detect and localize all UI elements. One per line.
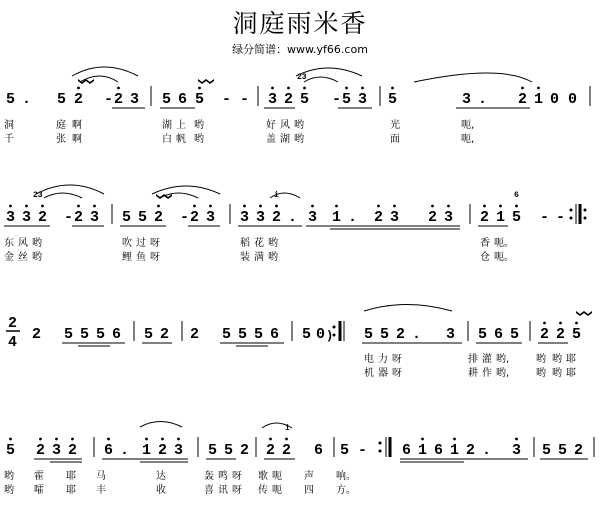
lyric-1-14: 鲤 bbox=[122, 252, 132, 263]
lyric-1-4: 过 bbox=[136, 238, 146, 249]
octave-dot bbox=[55, 438, 58, 441]
note-0-11: - bbox=[240, 91, 250, 108]
note-1-23: 2 bbox=[480, 209, 490, 226]
note-1-3: - bbox=[64, 209, 74, 226]
lyric-1-2: 哟 bbox=[32, 238, 42, 249]
lyric-3-23: 方。 bbox=[336, 485, 356, 496]
lyric-0-10: 呃, bbox=[461, 120, 475, 131]
note-3-0: 5 bbox=[6, 442, 16, 459]
note-3-13: 2 bbox=[282, 442, 292, 459]
lyric-3-0: 哟 bbox=[4, 471, 14, 482]
note-1-5: 3 bbox=[90, 209, 100, 226]
octave-dot bbox=[311, 205, 314, 208]
lyric-1-18: 满 bbox=[254, 252, 264, 263]
lyric-1-17: 装 bbox=[240, 252, 250, 263]
octave-dot bbox=[93, 205, 96, 208]
lyric-1-10: 呃。 bbox=[494, 238, 514, 249]
octave-dot bbox=[303, 87, 306, 90]
octave-dot bbox=[209, 205, 212, 208]
octave-dot bbox=[107, 438, 110, 441]
note-2-5: 5 bbox=[144, 326, 154, 343]
note-1-4: 2 bbox=[74, 209, 84, 226]
note-3-20: 1 bbox=[450, 442, 460, 459]
note-3-14: 6 bbox=[314, 442, 324, 459]
lyric-1-3: 吹 bbox=[122, 238, 132, 249]
note-1-19: 2 bbox=[374, 209, 384, 226]
lyric-1-16: 呀 bbox=[150, 252, 160, 263]
lyric-0-0: 洞 bbox=[4, 120, 14, 131]
lyric-3-15: 丰 bbox=[96, 485, 106, 496]
note-1-13: 3 bbox=[256, 209, 266, 226]
lyric-2-7: 哟 bbox=[552, 354, 562, 365]
grace-note-3: 6 bbox=[514, 191, 519, 200]
lyric-1-20: 仓 bbox=[480, 252, 490, 263]
note-1-8: 2 bbox=[154, 209, 164, 226]
lyric-0-9: 光 bbox=[390, 120, 400, 131]
lyric-2-11: 呀 bbox=[392, 368, 402, 379]
note-2-17: . bbox=[412, 326, 422, 343]
lyric-0-13: 啊 bbox=[72, 134, 82, 145]
octave-dot bbox=[483, 205, 486, 208]
note-1-18: . bbox=[348, 209, 358, 226]
lyric-0-5: 哟 bbox=[194, 120, 204, 131]
note-1-16: 3 bbox=[308, 209, 318, 226]
note-3-12: 2 bbox=[266, 442, 276, 459]
octave-dot bbox=[39, 438, 42, 441]
lyric-0-18: 湖 bbox=[280, 134, 290, 145]
octave-dot bbox=[361, 87, 364, 90]
note-3-23: 3 bbox=[512, 442, 522, 459]
note-0-4: - bbox=[104, 91, 114, 108]
lyric-0-7: 风 bbox=[280, 120, 290, 131]
lyric-3-1: 霍 bbox=[34, 471, 44, 482]
note-1-17: 1 bbox=[332, 209, 342, 226]
lyric-0-3: 湖 bbox=[162, 120, 172, 131]
lyric-1-13: 哟 bbox=[32, 252, 42, 263]
octave-dot bbox=[287, 87, 290, 90]
time-signature-bottom: 4 bbox=[8, 334, 18, 351]
lyric-2-16: 哟 bbox=[552, 368, 562, 379]
note-0-7: 5 bbox=[162, 91, 172, 108]
note-1-24: 1 bbox=[496, 209, 506, 226]
lyric-3-4: 达 bbox=[156, 471, 166, 482]
note-3-7: 2 bbox=[158, 442, 168, 459]
note-1-20: 3 bbox=[390, 209, 400, 226]
octave-dot bbox=[259, 205, 262, 208]
grace-note-2: i bbox=[274, 191, 279, 200]
lyric-1-12: 丝 bbox=[18, 252, 28, 263]
lyric-2-4: 灌 bbox=[482, 354, 492, 365]
note-2-9: 5 bbox=[238, 326, 248, 343]
note-3-22: . bbox=[482, 442, 492, 459]
lyric-1-5: 呀 bbox=[150, 238, 160, 249]
note-0-8: 6 bbox=[178, 91, 188, 108]
lyric-0-14: 白 bbox=[162, 134, 172, 145]
note-1-15: . bbox=[288, 209, 298, 226]
note-0-15: - bbox=[332, 91, 342, 108]
lyric-0-11: 千 bbox=[4, 134, 14, 145]
lyric-3-14: 耶 bbox=[66, 485, 76, 496]
note-2-14: 5 bbox=[364, 326, 374, 343]
note-0-23: 0 bbox=[550, 91, 560, 108]
lyric-2-5: 哟, bbox=[496, 354, 510, 365]
note-0-5: 2 bbox=[114, 91, 124, 108]
note-1-14: 2 bbox=[272, 209, 282, 226]
lyrics-layer bbox=[4, 118, 576, 496]
lyric-3-3: 马 bbox=[96, 471, 106, 482]
octave-dot bbox=[285, 438, 288, 441]
octave-dot bbox=[431, 205, 434, 208]
song-title: 洞庭雨米香 bbox=[232, 9, 368, 38]
octave-dot bbox=[377, 205, 380, 208]
note-0-17: 3 bbox=[358, 91, 368, 108]
lyric-3-7: 呀 bbox=[232, 471, 242, 482]
lyric-0-20: 面 bbox=[390, 134, 400, 145]
lyric-3-21: 呃 bbox=[272, 485, 282, 496]
octave-dot bbox=[271, 87, 274, 90]
lyric-1-19: 哟 bbox=[268, 252, 278, 263]
lyric-3-2: 耶 bbox=[66, 471, 76, 482]
lyric-0-17: 盖 bbox=[266, 134, 276, 145]
lyric-0-21: 呃, bbox=[461, 134, 475, 145]
lyric-0-19: 哟 bbox=[294, 134, 304, 145]
octave-dot bbox=[421, 438, 424, 441]
note-0-2: 5 bbox=[57, 91, 67, 108]
lyric-2-17: 耶 bbox=[566, 368, 576, 379]
note-2-7: 2 bbox=[190, 326, 200, 343]
note-1-10: 2 bbox=[190, 209, 200, 226]
octave-dot bbox=[499, 205, 502, 208]
octave-dot bbox=[243, 205, 246, 208]
note-1-11: 3 bbox=[206, 209, 216, 226]
octave-dot bbox=[537, 87, 540, 90]
note-0-12: 3 bbox=[268, 91, 278, 108]
note-3-6: 1 bbox=[142, 442, 152, 459]
note-0-21: 2 bbox=[518, 91, 528, 108]
note-1-26: - bbox=[540, 209, 550, 226]
lyric-2-12: 耕 bbox=[468, 368, 478, 379]
note-2-13: 0 bbox=[316, 326, 326, 343]
note-3-9: 5 bbox=[208, 442, 218, 459]
note-3-5: . bbox=[120, 442, 130, 459]
lyric-2-9: 机 bbox=[364, 368, 374, 379]
note-1-9: - bbox=[180, 209, 190, 226]
lyric-2-0: 电 bbox=[364, 354, 374, 365]
octave-dot bbox=[269, 438, 272, 441]
note-3-2: 3 bbox=[52, 442, 62, 459]
lyric-3-10: 声 bbox=[304, 471, 314, 482]
lyric-2-3: 排 bbox=[468, 354, 478, 365]
lyric-2-1: 力 bbox=[378, 354, 388, 365]
note-2-4: 6 bbox=[112, 326, 122, 343]
octave-dot bbox=[275, 205, 278, 208]
note-1-1: 3 bbox=[22, 209, 32, 226]
note-1-21: 2 bbox=[428, 209, 438, 226]
lyric-1-21: 呃。 bbox=[494, 252, 514, 263]
note-3-18: 1 bbox=[418, 442, 428, 459]
octave-dot bbox=[453, 438, 456, 441]
note-0-19: 3 bbox=[462, 91, 472, 108]
note-0-1: . bbox=[22, 91, 32, 108]
octave-dot bbox=[515, 205, 518, 208]
grace-note-4: i bbox=[285, 424, 290, 433]
octave-dot bbox=[77, 205, 80, 208]
note-3-21: 2 bbox=[466, 442, 476, 459]
time-signature-top: 2 bbox=[8, 315, 18, 332]
lyric-1-1: 风 bbox=[18, 238, 28, 249]
lyric-3-13: 嚯 bbox=[34, 485, 44, 496]
octave-dot bbox=[117, 87, 120, 90]
lyric-3-22: 四 bbox=[304, 485, 314, 496]
octave-dot bbox=[161, 438, 164, 441]
note-3-4: 6 bbox=[104, 442, 114, 459]
note-1-6: 5 bbox=[122, 209, 132, 226]
note-3-11: 2 bbox=[240, 442, 250, 459]
lyric-3-16: 收 bbox=[156, 485, 166, 496]
rest-paren: ) bbox=[326, 329, 334, 343]
note-2-24: 5 bbox=[572, 326, 582, 343]
lyric-3-6: 鸣 bbox=[218, 471, 228, 482]
lyric-3-20: 传 bbox=[258, 485, 268, 496]
lyric-3-5: 轰 bbox=[204, 471, 214, 482]
octave-dot bbox=[391, 87, 394, 90]
note-0-13: 2 bbox=[284, 91, 294, 108]
lyric-1-11: 金 bbox=[4, 252, 14, 263]
octave-dot bbox=[25, 205, 28, 208]
note-1-25: 5 bbox=[512, 209, 522, 226]
note-3-15: 5 bbox=[340, 442, 350, 459]
note-2-6: 2 bbox=[160, 326, 170, 343]
lyric-1-8: 哟 bbox=[268, 238, 278, 249]
note-1-7: 5 bbox=[138, 209, 148, 226]
note-3-25: 5 bbox=[558, 442, 568, 459]
note-0-10: - bbox=[222, 91, 232, 108]
note-2-11: 6 bbox=[270, 326, 280, 343]
note-2-18: 3 bbox=[446, 326, 456, 343]
note-2-16: 2 bbox=[396, 326, 406, 343]
note-1-22: 3 bbox=[444, 209, 454, 226]
note-2-12: 5 bbox=[302, 326, 312, 343]
note-2-15: 5 bbox=[380, 326, 390, 343]
lyric-0-12: 张 bbox=[56, 134, 66, 145]
octave-dot bbox=[575, 322, 578, 325]
lyric-3-11: 响。 bbox=[336, 471, 356, 482]
note-3-10: 5 bbox=[224, 442, 234, 459]
lyric-2-14: 哟, bbox=[496, 368, 510, 379]
note-2-22: 2 bbox=[540, 326, 550, 343]
note-2-8: 5 bbox=[222, 326, 232, 343]
note-2-0: 2 bbox=[32, 326, 42, 343]
lyric-3-8: 歌 bbox=[258, 471, 268, 482]
octave-dot bbox=[345, 87, 348, 90]
note-0-22: 1 bbox=[534, 91, 544, 108]
octave-dot bbox=[41, 205, 44, 208]
octave-dot bbox=[543, 322, 546, 325]
lyric-0-15: 帆 bbox=[176, 134, 186, 145]
octave-dot bbox=[177, 438, 180, 441]
lyric-3-17: 喜 bbox=[204, 485, 214, 496]
lyric-2-2: 呀 bbox=[392, 354, 402, 365]
note-3-1: 2 bbox=[36, 442, 46, 459]
note-2-19: 5 bbox=[478, 326, 488, 343]
octave-dot bbox=[335, 205, 338, 208]
lyric-2-13: 作 bbox=[482, 368, 492, 379]
octave-dot bbox=[145, 438, 148, 441]
note-3-24: 5 bbox=[542, 442, 552, 459]
octave-dot bbox=[393, 205, 396, 208]
lyric-0-6: 好 bbox=[266, 120, 276, 131]
octave-dot bbox=[447, 205, 450, 208]
lyric-0-1: 庭 bbox=[56, 120, 66, 131]
lyric-3-18: 讯 bbox=[218, 485, 228, 496]
note-0-14: 5 bbox=[300, 91, 310, 108]
note-3-26: 2 bbox=[574, 442, 584, 459]
octave-dot bbox=[9, 438, 12, 441]
note-2-1: 5 bbox=[64, 326, 74, 343]
octave-dot bbox=[515, 438, 518, 441]
octave-dot bbox=[9, 205, 12, 208]
lyric-1-15: 鱼 bbox=[136, 252, 146, 263]
note-2-10: 5 bbox=[254, 326, 264, 343]
note-3-16: - bbox=[358, 442, 368, 459]
note-3-8: 3 bbox=[174, 442, 184, 459]
note-1-12: 3 bbox=[240, 209, 250, 226]
octave-dot bbox=[193, 205, 196, 208]
octave-dot bbox=[559, 322, 562, 325]
lyric-2-15: 哟 bbox=[536, 368, 546, 379]
note-0-18: 5 bbox=[388, 91, 398, 108]
note-2-3: 5 bbox=[96, 326, 106, 343]
source-credit: 绿分简谱：www.yf66.com bbox=[232, 43, 368, 56]
note-0-3: 2 bbox=[74, 91, 84, 108]
note-2-23: 2 bbox=[556, 326, 566, 343]
note-0-24: 0 bbox=[568, 91, 578, 108]
lyric-2-6: 哟 bbox=[536, 354, 546, 365]
note-0-9: 5 bbox=[195, 91, 205, 108]
lyric-3-19: 呀 bbox=[232, 485, 242, 496]
grace-note-0: 23 bbox=[297, 73, 307, 82]
lyric-1-0: 东 bbox=[4, 238, 14, 249]
lyric-0-16: 哟 bbox=[194, 134, 204, 145]
octave-dot bbox=[157, 205, 160, 208]
lyric-2-8: 耶 bbox=[566, 354, 576, 365]
note-0-16: 5 bbox=[342, 91, 352, 108]
note-0-20: . bbox=[478, 91, 488, 108]
lyric-0-2: 啊 bbox=[72, 120, 82, 131]
lyric-3-9: 呃 bbox=[272, 471, 282, 482]
grace-note-1: 23 bbox=[33, 191, 43, 200]
note-2-20: 6 bbox=[494, 326, 504, 343]
lyric-1-6: 稻 bbox=[240, 238, 250, 249]
lyric-3-12: 哟 bbox=[4, 485, 14, 496]
octave-dot bbox=[71, 438, 74, 441]
note-1-0: 3 bbox=[6, 209, 16, 226]
note-1-27: - bbox=[556, 209, 566, 226]
note-2-21: 5 bbox=[510, 326, 520, 343]
note-2-2: 5 bbox=[80, 326, 90, 343]
lyric-1-7: 花 bbox=[254, 238, 264, 249]
note-0-0: 5 bbox=[6, 91, 16, 108]
lyric-0-8: 哟 bbox=[294, 120, 304, 131]
note-3-17: 6 bbox=[402, 442, 412, 459]
note-3-3: 2 bbox=[68, 442, 78, 459]
lyric-0-4: 上 bbox=[176, 120, 186, 131]
octave-dot bbox=[198, 87, 201, 90]
lyric-2-10: 器 bbox=[378, 368, 388, 379]
rhythm-beams bbox=[4, 108, 588, 462]
lyric-1-9: 香 bbox=[480, 238, 490, 249]
octave-dot bbox=[77, 87, 80, 90]
octave-dot bbox=[521, 87, 524, 90]
note-1-2: 2 bbox=[38, 209, 48, 226]
note-0-6: 3 bbox=[130, 91, 140, 108]
note-3-19: 6 bbox=[434, 442, 444, 459]
